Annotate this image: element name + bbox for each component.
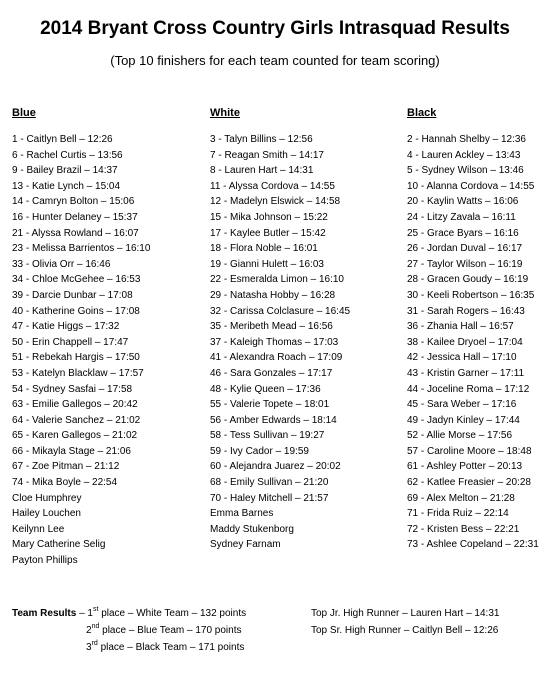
runner-entry: 52 - Allie Morse – 17:56 xyxy=(407,430,513,442)
runner-entry: 57 - Caroline Moore – 18:48 xyxy=(407,445,532,457)
runner-entry: 30 - Keeli Robertson – 16:35 xyxy=(407,289,535,301)
team-column-black xyxy=(407,106,550,553)
runner-entry: 29 - Natasha Hobby – 16:28 xyxy=(210,289,336,301)
team-header-blue: Blue xyxy=(12,107,36,119)
place-number: 3 xyxy=(86,642,92,653)
runner-entry: 2 - Hannah Shelby – 12:36 xyxy=(407,134,526,145)
runner-entry: 36 - Zhania Hall – 16:57 xyxy=(407,321,514,333)
runner-entry: 34 - Chloe McGehee – 16:53 xyxy=(12,274,141,286)
runner-entry: 73 - Ashlee Copeland – 22:31 xyxy=(407,539,539,551)
team-column-white xyxy=(210,106,410,553)
runner-entry: 41 - Alexandra Roach – 17:09 xyxy=(210,352,343,364)
team-results xyxy=(12,605,302,656)
team-header-black: Black xyxy=(407,107,437,119)
top-runners xyxy=(311,605,499,639)
runner-entry: 50 - Erin Chappell – 17:47 xyxy=(12,336,129,348)
team-header-white: White xyxy=(210,107,240,119)
runner-entry: 31 - Sarah Rogers – 16:43 xyxy=(407,305,525,317)
runner-entry: 27 - Taylor Wilson – 16:19 xyxy=(407,258,523,270)
runner-entry: 22 - Esmeralda Limon – 16:10 xyxy=(210,274,344,286)
runner-entry: 35 - Meribeth Mead – 16:56 xyxy=(210,321,333,333)
runner-entry: 64 - Valerie Sanchez – 21:02 xyxy=(12,414,141,426)
runner-entry: 28 - Gracen Goudy – 16:19 xyxy=(407,274,529,286)
team-list-white xyxy=(210,132,410,553)
runner-entry: 23 - Melissa Barrientos – 16:10 xyxy=(12,243,151,255)
runner-entry: 45 - Sara Weber – 17:16 xyxy=(407,399,517,411)
runner-entry: 1 - Caitlyn Bell – 12:26 xyxy=(12,134,113,145)
runner-entry: 48 - Kylie Queen – 17:36 xyxy=(210,383,321,395)
runner-entry: Sydney Farnam xyxy=(210,539,281,551)
runner-entry: 3 - Talyn Billins – 12:56 xyxy=(210,134,313,145)
runner-entry: 44 - Joceline Roma – 17:12 xyxy=(407,383,530,395)
runner-entry: 40 - Katherine Goins – 17:08 xyxy=(12,305,140,317)
team-list-blue xyxy=(12,132,212,569)
runner-entry: 6 - Rachel Curtis – 13:56 xyxy=(12,149,123,161)
runner-entry: Hailey Louchen xyxy=(12,508,81,520)
runner-entry: 11 - Alyssa Cordova – 14:55 xyxy=(210,180,335,192)
team-results-label: Team Results xyxy=(12,608,77,619)
runner-entry: Keilynn Lee xyxy=(12,523,65,535)
runner-entry: 67 - Zoe Pitman – 21:12 xyxy=(12,461,120,473)
runner-entry: 55 - Valerie Topete – 18:01 xyxy=(210,399,330,411)
runner-entry: 65 - Karen Gallegos – 21:02 xyxy=(12,430,138,442)
runner-entry: 14 - Camryn Bolton – 15:06 xyxy=(12,196,135,208)
runner-entry: 70 - Haley Mitchell – 21:57 xyxy=(210,492,329,504)
runner-entry: 38 - Kailee Dryoel – 17:04 xyxy=(407,336,523,348)
runner-entry: 12 - Madelyn Elswick – 14:58 xyxy=(210,196,341,208)
place-number: 1 xyxy=(87,608,93,619)
runner-entry: 32 - Carissa Colclasure – 16:45 xyxy=(210,305,351,317)
runner-entry: 69 - Alex Melton – 21:28 xyxy=(407,492,515,504)
runner-entry: 33 - Olivia Orr – 16:46 xyxy=(12,258,111,270)
runner-entry: 42 - Jessica Hall – 17:10 xyxy=(407,352,517,364)
runner-entry: 24 - Litzy Zavala – 16:11 xyxy=(407,211,516,223)
runner-entry: 18 - Flora Noble – 16:01 xyxy=(210,243,318,255)
top-jr-high-runner: Top Jr. High Runner – Lauren Hart – 14:31 xyxy=(311,608,500,619)
runner-entry: 5 - Sydney Wilson – 13:46 xyxy=(407,165,524,177)
runner-entry: 16 - Hunter Delaney – 15:37 xyxy=(12,211,138,223)
place-text: place – Blue Team – 170 points xyxy=(99,625,242,636)
top-sr-high-runner: Top Sr. High Runner – Caitlyn Bell – 12:26 xyxy=(311,625,499,636)
runner-entry: 4 - Lauren Ackley – 13:43 xyxy=(407,149,521,161)
runner-entry: 8 - Lauren Hart – 14:31 xyxy=(210,165,314,177)
runner-entry: 68 - Emily Sullivan – 21:20 xyxy=(210,477,329,489)
runner-entry: 54 - Sydney Sasfai – 17:58 xyxy=(12,383,133,395)
runner-entry: 37 - Kaleigh Thomas – 17:03 xyxy=(210,336,339,348)
runner-entry: 15 - Mika Johnson – 15:22 xyxy=(210,211,328,223)
runner-entry: 21 - Alyssa Rowland – 16:07 xyxy=(12,227,139,239)
place-suffix: st xyxy=(92,606,99,613)
runner-entry: Maddy Stukenborg xyxy=(210,523,294,535)
runner-entry: 17 - Kaylee Butler – 15:42 xyxy=(210,227,326,239)
runner-entry: 26 - Jordan Duval – 16:17 xyxy=(407,243,523,255)
runner-entry: 20 - Kaylin Watts – 16:06 xyxy=(407,196,519,208)
place-text: place – Black Team – 171 points xyxy=(97,642,245,653)
runner-entry: 7 - Reagan Smith – 14:17 xyxy=(210,149,324,161)
runner-entry: 56 - Amber Edwards – 18:14 xyxy=(210,414,337,426)
runner-entry: Cloe Humphrey xyxy=(12,492,82,504)
runner-entry: 63 - Emilie Gallegos – 20:42 xyxy=(12,399,138,411)
runner-entry: 62 - Katlee Freasier – 20:28 xyxy=(407,477,531,489)
runner-entry: 49 - Jadyn Kinley – 17:44 xyxy=(407,414,520,426)
runner-entry: 51 - Rebekah Hargis – 17:50 xyxy=(12,352,140,364)
runner-entry: 59 - Ivy Cador – 19:59 xyxy=(210,445,309,457)
runner-entry: 13 - Katie Lynch – 15:04 xyxy=(12,180,121,192)
runner-entry: 61 - Ashley Potter – 20:13 xyxy=(407,461,523,473)
place-suffix: rd xyxy=(91,640,98,647)
place-text: place – White Team – 132 points xyxy=(98,608,247,619)
runner-entry: 72 - Kristen Bess – 22:21 xyxy=(407,523,520,535)
runner-entry: 25 - Grace Byars – 16:16 xyxy=(407,227,519,239)
runner-entry: 46 - Sara Gonzales – 17:17 xyxy=(210,367,333,379)
place-suffix: nd xyxy=(91,623,100,630)
runner-entry: Mary Catherine Selig xyxy=(12,539,106,551)
runner-entry: 43 - Kristin Garner – 17:11 xyxy=(407,367,525,379)
runner-entry: Emma Barnes xyxy=(210,508,274,520)
team-result-row-3 xyxy=(12,639,302,656)
runner-entry: 9 - Bailey Brazil – 14:37 xyxy=(12,165,118,177)
runner-entry: 39 - Darcie Dunbar – 17:08 xyxy=(12,289,133,301)
runner-entry: 74 - Mika Boyle – 22:54 xyxy=(12,477,118,489)
runner-entry: 60 - Alejandra Juarez – 20:02 xyxy=(210,461,341,473)
runner-entry: 71 - Frida Ruiz – 22:14 xyxy=(407,508,509,520)
runner-entry: 53 - Katelyn Blacklaw – 17:57 xyxy=(12,367,144,379)
team-results-dash: – xyxy=(76,608,88,619)
place-number: 2 xyxy=(86,625,92,636)
runner-entry: 19 - Gianni Hulett – 16:03 xyxy=(210,258,324,270)
team-column-blue xyxy=(12,106,212,569)
runner-entry: 58 - Tess Sullivan – 19:27 xyxy=(210,430,325,442)
page-title: 2014 Bryant Cross Country Girls Intrasquad Results xyxy=(40,18,510,39)
runner-entry: Payton Phillips xyxy=(12,555,78,567)
team-result-row-1 xyxy=(12,605,302,622)
page-subtitle: (Top 10 finishers for each team counted for team scoring) xyxy=(110,53,440,68)
runner-entry: 10 - Alanna Cordova – 14:55 xyxy=(407,180,535,192)
runner-entry: 47 - Katie Higgs – 17:32 xyxy=(12,321,120,333)
runner-entry: 66 - Mikayla Stage – 21:06 xyxy=(12,445,131,457)
team-result-row-2 xyxy=(12,622,302,639)
team-list-black xyxy=(407,132,550,553)
